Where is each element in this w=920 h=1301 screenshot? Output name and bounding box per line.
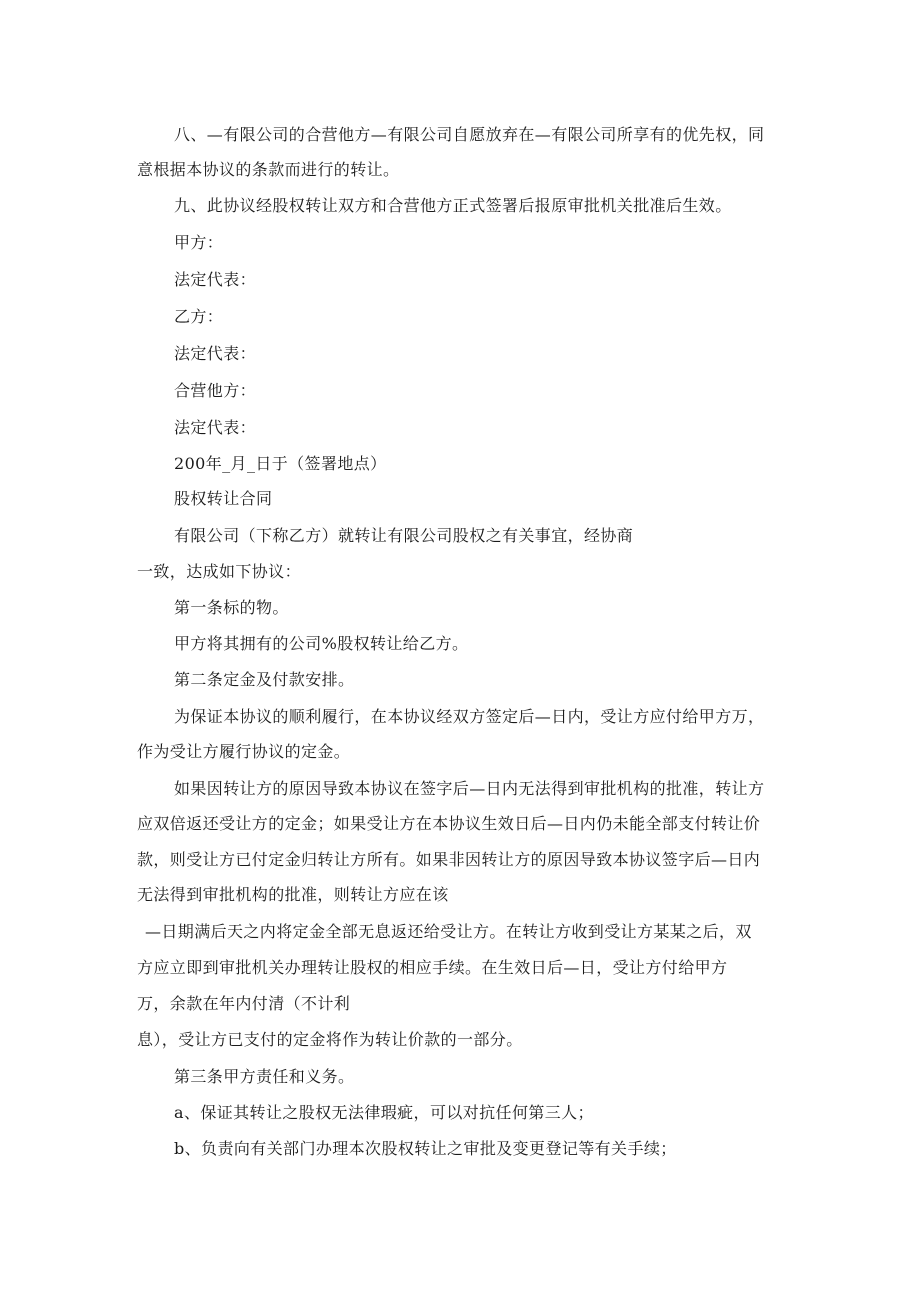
text-line: a、保证其转让之股权无法律瑕疵，可以对抗任何第三人；: [174, 1103, 594, 1122]
text-line: 应双倍返还受让方的定金；如果受让方在本协议生效日后—日内仍未能全部支付转让价: [137, 814, 761, 833]
text-line: 法定代表：: [174, 344, 257, 363]
text-line: 如果因转让方的原因导致本协议在签字后—日内无法得到审批机构的批准，转让方: [174, 779, 765, 798]
text-line: 合营他方：: [174, 381, 257, 400]
text-line: 九、此协议经股权转让双方和合营他方正式签署后报原审批机关批准后生效。: [174, 196, 732, 215]
text-line: —日期满后天之内将定金全部无息返还给受让方。在转让方收到受让方某某之后，双: [145, 922, 752, 941]
text-line: 甲方：: [174, 233, 224, 252]
text-line: 无法得到审批机构的批准，则转让方应在该: [137, 885, 449, 904]
text-line: 有限公司（下称乙方）就转让有限公司股权之有关事宜，经协商: [174, 526, 634, 545]
text-line: 一致，达成如下协议：: [137, 562, 302, 581]
text-line: 第一条标的物。: [174, 598, 289, 617]
text-line: 八、—有限公司的合营他方—有限公司自愿放弃在—有限公司所享有的优先权，同: [174, 125, 765, 144]
text-line: 股权转让合同: [174, 489, 273, 508]
text-line: 乙方：: [174, 307, 224, 326]
text-line: 意根据本协议的条款而进行的转让。: [137, 160, 400, 179]
text-line: 甲方将其拥有的公司%股权转让给乙方。: [174, 634, 469, 653]
text-line: 第二条定金及付款安排。: [174, 670, 355, 689]
text-line: 法定代表：: [174, 418, 257, 437]
text-line: 作为受让方履行协议的定金。: [137, 742, 351, 761]
text-line: 息），受让方已支付的定金将作为转让价款的一部分。: [137, 1030, 523, 1049]
text-line: 为保证本协议的顺利履行，在本协议经双方签定后—日内，受让方应付给甲方万，: [174, 707, 765, 726]
text-line: b、负责向有关部门办理本次股权转让之审批及变更登记等有关手续；: [174, 1139, 677, 1158]
text-line: 方应立即到审批机关办理转让股权的相应手续。在生效日后—日，受让方付给甲方: [137, 958, 728, 977]
text-line: 200年_月_日于（签署地点）: [174, 454, 387, 473]
text-line: 法定代表：: [174, 270, 257, 289]
text-line: 万，余款在年内付清（不计利: [137, 994, 351, 1013]
text-line: 第三条甲方责任和义务。: [174, 1067, 355, 1086]
text-line: 款，则受让方已付定金归转让方所有。如果非因转让方的原因导致本协议签字后—日内: [137, 850, 761, 869]
